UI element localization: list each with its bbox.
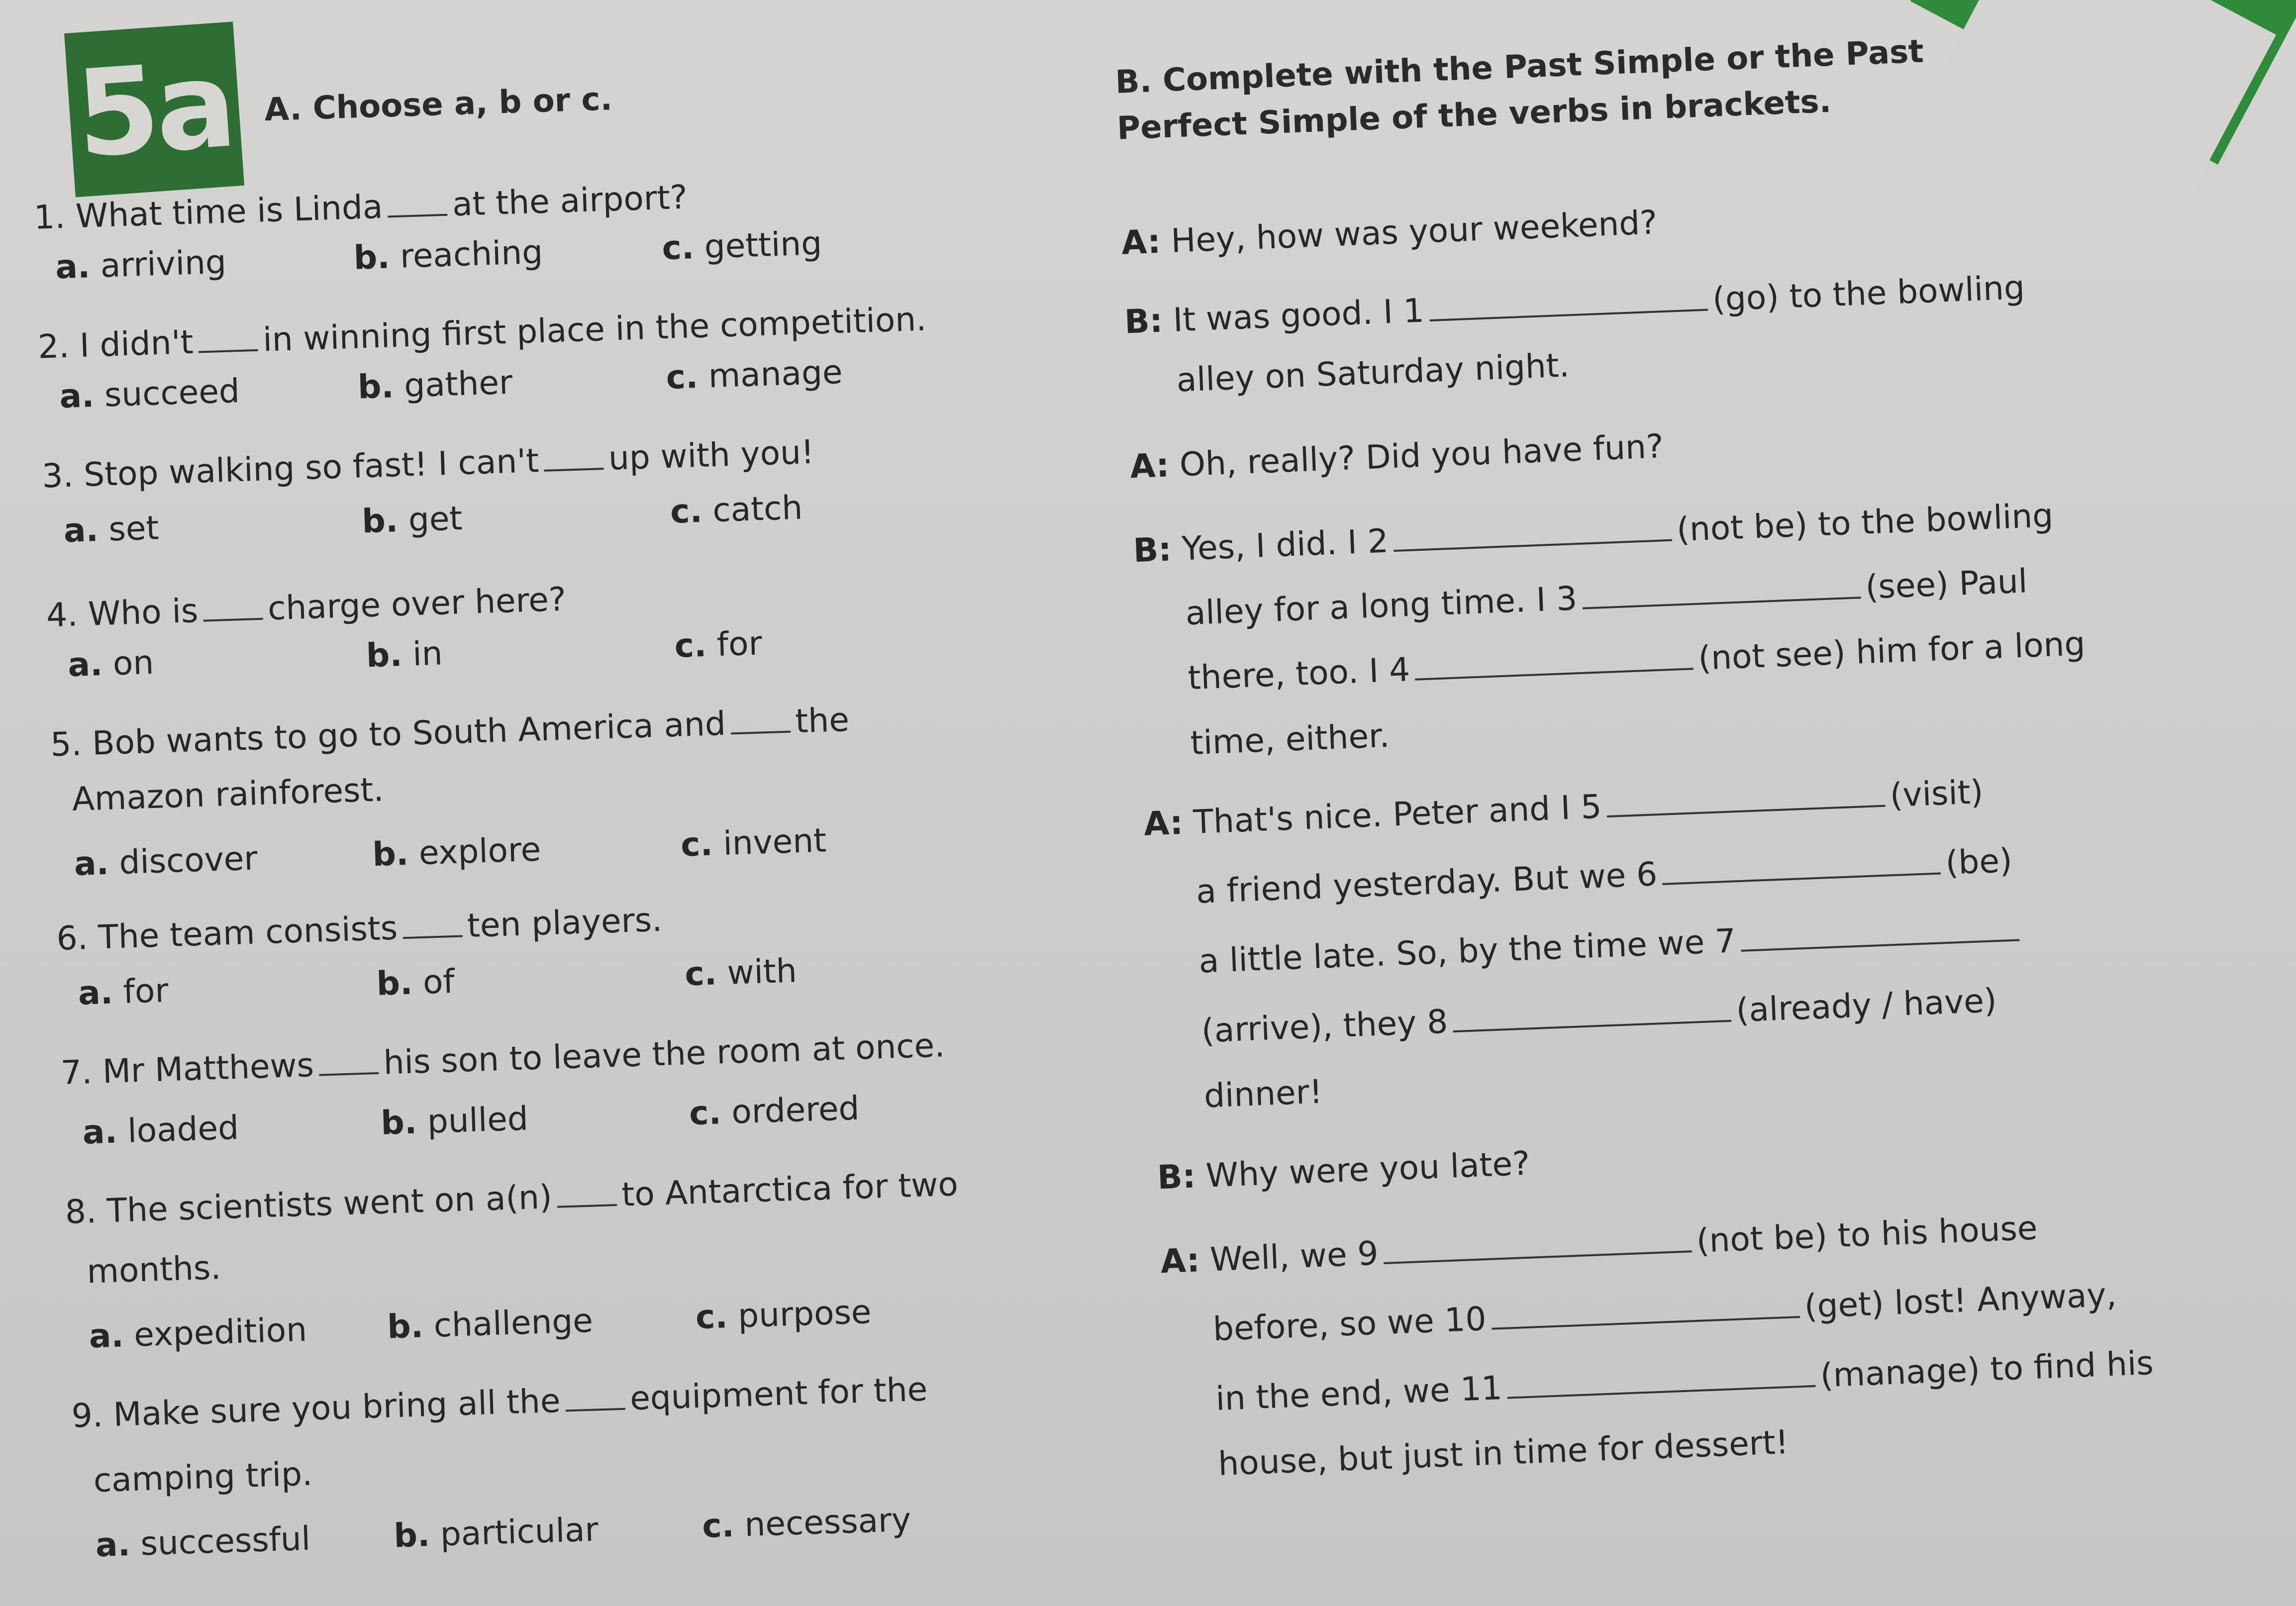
question-3 <box>41 428 815 496</box>
dialogue-line: dinner! <box>1203 1072 1323 1115</box>
dialogue-line: A: Oh, really? Did you have fun? <box>1129 427 1665 486</box>
question-text-before: The team consists <box>98 908 399 957</box>
answer-blank[interactable] <box>556 1171 617 1208</box>
unit-badge <box>64 22 244 198</box>
question-number: 3. <box>41 456 74 496</box>
answer-blank[interactable] <box>1661 839 1941 885</box>
answer-blank[interactable] <box>387 181 448 218</box>
option-b[interactable]: b. in <box>365 634 443 675</box>
question-text-before: Make sure you bring all the <box>112 1381 561 1434</box>
question-9-continuation: camping trip. <box>93 1454 313 1500</box>
question-number: 1. <box>33 197 66 237</box>
question-text-after: to Antarctica for two <box>621 1165 959 1214</box>
option-a[interactable]: a. expedition <box>88 1310 308 1356</box>
question-text-before: Who is <box>87 591 199 633</box>
question-text-before: What time is Linda <box>75 187 384 236</box>
question-number: 7. <box>60 1053 93 1093</box>
question-number: 8. <box>64 1192 98 1231</box>
question-number: 5. <box>50 724 83 764</box>
dialogue-line: B: It was good. I 1 (go) to the bowling <box>1123 268 2026 341</box>
option-b[interactable]: b. reaching <box>353 232 544 277</box>
dialogue-line: alley for a long time. I 3 (see) Paul <box>1185 562 2028 633</box>
option-c[interactable]: c. invent <box>680 821 827 864</box>
option-c[interactable]: c. catch <box>670 488 803 531</box>
dialogue-line: before, so we 10 (get) lost! Anyway, <box>1212 1275 2117 1349</box>
option-a[interactable]: a. succeed <box>59 372 240 416</box>
answer-blank[interactable] <box>565 1375 625 1412</box>
answer-blank[interactable] <box>1740 906 2019 952</box>
section-b-heading-line-2: Perfect Simple of the verbs in brackets. <box>1116 83 1832 147</box>
option-a[interactable]: a. discover <box>73 839 258 883</box>
option-c[interactable]: c. getting <box>661 224 823 268</box>
question-text-after: charge over here? <box>267 580 567 628</box>
dialogue-line: A: Hey, how was your weekend? <box>1120 203 1658 262</box>
dialogue-line: A: That's nice. Peter and I 5 (visit) <box>1143 773 1984 843</box>
question-text-before: The scientists went on a(n) <box>106 1178 553 1230</box>
dialogue-line: B: Yes, I did. I 2 (not be) to the bowling <box>1132 496 2054 570</box>
question-9 <box>71 1366 928 1435</box>
option-c[interactable]: c. for <box>674 624 763 665</box>
dialogue-line: B: Why were you late? <box>1156 1144 1531 1197</box>
question-text-after: at the airport? <box>451 178 688 224</box>
dialogue-line: in the end, we 11 (manage) to find his <box>1214 1343 2154 1418</box>
question-6 <box>56 896 663 958</box>
option-b[interactable]: b. get <box>361 499 463 541</box>
dialogue-line: A: Well, we 9 (not be) to his house <box>1160 1208 2038 1281</box>
answer-blank[interactable] <box>730 698 791 735</box>
unit-label: 5a <box>72 34 237 185</box>
option-a[interactable]: a. on <box>67 643 155 685</box>
option-a[interactable]: a. successful <box>95 1519 311 1565</box>
option-b[interactable]: b. explore <box>372 830 542 874</box>
question-number: 9. <box>71 1396 103 1435</box>
question-text-before: I didn't <box>79 322 194 365</box>
section-b-heading-line-1: B. Complete with the Past Simple or the Past <box>1114 33 1924 101</box>
answer-blank[interactable] <box>1414 635 1694 680</box>
option-c[interactable]: c. manage <box>665 352 843 397</box>
dialogue-line: a friend yesterday. But we 6 (be) <box>1195 837 2013 911</box>
option-b[interactable]: b. challenge <box>387 1301 594 1346</box>
answer-blank[interactable] <box>1506 1352 1816 1399</box>
option-a[interactable]: a. arriving <box>55 242 227 287</box>
question-text-after: his son to leave the room at once. <box>383 1026 946 1082</box>
option-b[interactable]: b. gather <box>357 363 513 406</box>
option-b[interactable]: b. of <box>376 962 455 1003</box>
question-text-after: the <box>795 700 850 741</box>
question-5-continuation: Amazon rainforest. <box>71 770 385 819</box>
option-c[interactable]: c. ordered <box>689 1089 860 1133</box>
answer-blank[interactable] <box>1428 276 1708 321</box>
page-corner-overlap <box>1946 0 2276 193</box>
question-number: 2. <box>37 326 70 366</box>
question-5 <box>50 696 850 764</box>
answer-blank[interactable] <box>318 1039 379 1076</box>
option-b[interactable]: b. particular <box>393 1510 599 1555</box>
option-c[interactable]: c. necessary <box>701 1500 912 1545</box>
question-number: 6. <box>56 918 89 958</box>
answer-blank[interactable] <box>1452 987 1731 1032</box>
answer-blank[interactable] <box>1581 564 1861 609</box>
answer-blank[interactable] <box>543 435 604 472</box>
question-text-after: in winning first place in the competition. <box>262 300 927 359</box>
option-a[interactable]: a. set <box>63 508 160 550</box>
dialogue-line: (arrive), they 8 (already / have) <box>1200 981 1997 1050</box>
question-text-before: Stop walking so fast! I can't <box>83 441 540 494</box>
question-8-continuation: months. <box>86 1248 222 1291</box>
question-number: 4. <box>46 595 79 635</box>
question-4 <box>46 576 567 635</box>
dialogue-line: alley on Saturday night. <box>1176 346 1570 400</box>
question-text-after: up with you! <box>607 432 815 478</box>
question-text-after: ten players. <box>466 900 663 945</box>
option-b[interactable]: b. pulled <box>380 1099 529 1142</box>
option-a[interactable]: a. for <box>77 971 169 1012</box>
dialogue-line: there, too. I 4 (not see) him for a long <box>1187 624 2086 698</box>
section-b-heading <box>1114 29 1926 152</box>
option-c[interactable]: c. purpose <box>695 1293 872 1337</box>
answer-blank[interactable] <box>1605 772 1885 817</box>
question-7 <box>60 1021 946 1092</box>
answer-blank[interactable] <box>1383 1217 1692 1264</box>
answer-blank[interactable] <box>1491 1283 1800 1330</box>
question-text-before: Mr Matthews <box>101 1046 315 1091</box>
answer-blank[interactable] <box>198 316 258 353</box>
dialogue-line: a little late. So, by the time we 7 <box>1198 906 2025 981</box>
dialogue-line: house, but just in time for dessert! <box>1217 1423 1790 1484</box>
option-a[interactable]: a. loaded <box>82 1108 240 1152</box>
answer-blank[interactable] <box>402 903 463 939</box>
section-a-heading: A. Choose a, b or c. <box>264 81 613 129</box>
answer-blank[interactable] <box>1393 506 1672 552</box>
question-text-before: Bob wants to go to South America and <box>92 704 726 763</box>
question-8 <box>64 1161 958 1231</box>
option-c[interactable]: c. with <box>684 951 798 994</box>
answer-blank[interactable] <box>202 585 263 622</box>
dialogue-line: time, either. <box>1190 716 1391 763</box>
question-text-after: equipment for the <box>629 1370 928 1418</box>
